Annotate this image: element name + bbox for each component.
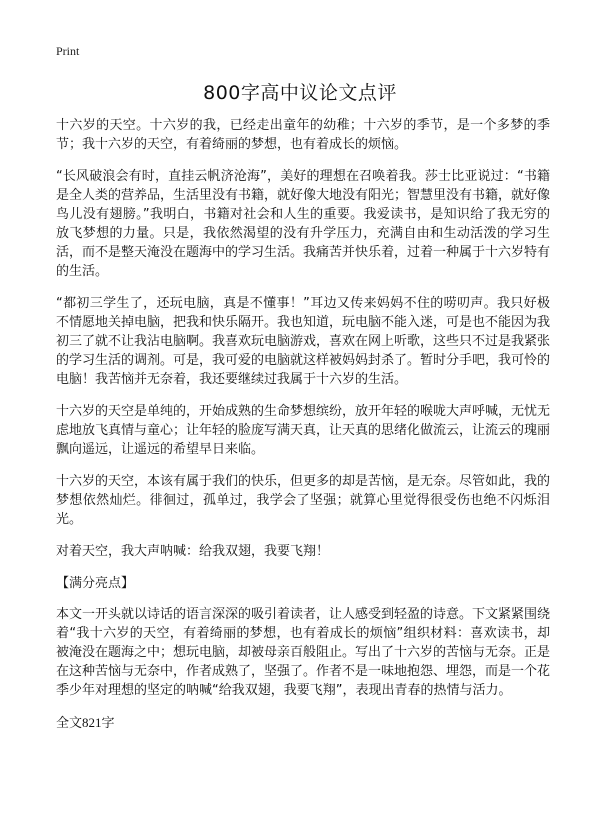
essay-content: [56, 116, 550, 732]
essay-paragraph-3: “都初三学生了，还玩电脑，真是不懂事！”耳边又传来妈妈不住的唠叨声。我只好极不情愿地关掉电脑，把我和快乐隔开。我也知道，玩电脑不能入迷，可是也不能因为我初三了就不让我沾电脑啊。我喜欢玩电脑游戏，喜欢在网上听歌，这些只不过是我紧张的学习生活的调剂。可是，我可爱的电脑就这样被妈妈封杀了。暂时分手吧，我可怜的电脑！我苦恼并无奈着，我还要继续过我属于十六岁的生活。: [56, 296, 551, 387]
review-text: 本文一开头就以诗话的语言深深的吸引着读者，让人感受到轻盈的诗意。下文紧紧围绕着“我十六岁的天空，有着绮丽的梦想，也有着成长的烦恼”组织材料：喜欢读书，却被淹没在题海之中；想玩电脑，却被母亲百般阻止。写出了十六岁的苦恼与无奈。正是在这种苦恼与无奈中，作者成熟了，坚强了。作者不是一味地抱怨、埋怨，而是一个花季少年对理想的坚定的呐喊“给我双翅，我要飞翔”，表现出青春的热情与活力。: [56, 607, 551, 698]
review-label: 【满分亮点】: [56, 576, 135, 591]
page-title: 800字高中议论文点评: [203, 82, 397, 104]
essay-paragraph-5: 十六岁的天空，本该有属于我们的快乐，但更多的却是苦恼，是无奈。尽管如此，我的梦想依然灿烂。徘徊过，孤单过，我学会了坚强；就算心里觉得很受伤也绝不闪烁泪光。: [56, 474, 551, 527]
essay-paragraph-6: 对着天空，我大声呐喊：给我双翅，我要飞翔！: [56, 544, 330, 559]
essay-paragraph-4: 十六岁的天空是单纯的，开始成熟的生命梦想缤纷，放开年轻的喉咙大声呼喊，无忧无虑地放飞真情与童心；让年轻的脸庞写满天真，让天真的思绪化做流云，让流云的瑰丽飘向遥远，让遥远的希望早日来临。: [56, 404, 551, 457]
word-count: 全文821字: [56, 715, 115, 730]
essay-paragraph-2: “长风破浪会有时，直挂云帆济沧海”，美好的理想在召唤着我。莎士比亚说过：“书籍是全人类的营养品，生活里没有书籍，就好像大地没有阳光；智慧里没有书籍，就好像鸟儿没有翅膀。”我明白，书籍对社会和人生的重要。我爱读书，是知识给了我无穷的放飞梦想的力量。只是，我依然渴望的没有升学压力，充满自由和生动活泼的学习生活，而不是整天淹没在题海中的学习生活。我痛苦并快乐着，过着一种属于十六岁特有的生活。: [56, 169, 551, 279]
essay-paragraph-1: 十六岁的天空。十六岁的我，已经走出童年的幼稚；十六岁的季节，是一个多梦的季节；我十六岁的天空，有着绮丽的梦想，也有着成长的烦恼。: [56, 118, 550, 152]
print-link[interactable]: Print: [56, 44, 80, 58]
